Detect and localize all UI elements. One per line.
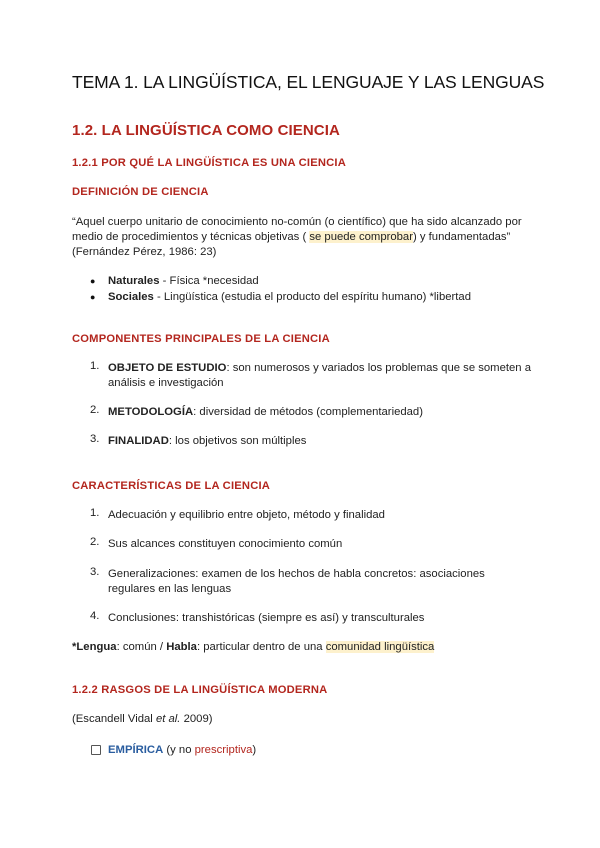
component-item-objeto: OBJETO DE ESTUDIO: son numerosos y variados los problemas que se someten a <box>108 362 531 374</box>
list-number: 3. <box>90 433 100 445</box>
characteristics-heading: CARACTERÍSTICAS DE LA CIENCIA <box>72 480 271 492</box>
trait-item-empirica: EMPÍRICA (y no prescriptiva) <box>108 744 257 756</box>
component-item-finalidad: FINALIDAD: los objetivos son múltiples <box>108 435 307 447</box>
characteristic-item-3-cont: regulares en las lenguas <box>108 583 232 595</box>
component-item-metodologia: METODOLOGÍA: diversidad de métodos (complementariedad) <box>108 406 423 418</box>
highlight-comprobar: se puede comprobar <box>309 231 413 243</box>
subsection-heading-2: 1.2.2 RASGOS DE LA LINGÜÍSTICA MODERNA <box>72 684 328 696</box>
escandell-citation: (Escandell Vidal et al. 2009) <box>72 713 213 725</box>
components-heading: COMPONENTES PRINCIPALES DE LA CIENCIA <box>72 333 330 345</box>
bullet-item-naturales: Naturales - Física *necesidad <box>108 275 259 287</box>
highlight-comunidad: comunidad lingüística <box>325 641 435 653</box>
characteristic-item-2: Sus alcances constituyen conocimiento común <box>108 538 343 550</box>
list-number: 2. <box>90 536 100 548</box>
characteristic-item-3: Generalizaciones: examen de los hechos de habla concretos: asociaciones <box>108 568 485 580</box>
list-number: 2. <box>90 404 100 416</box>
page-title: TEMA 1. LA LINGÜÍSTICA, EL LENGUAJE Y LAS LENGUAS <box>72 72 545 92</box>
bullet-item-sociales: Sociales - Lingüística (estudia el producto del espíritu humano) *libertad <box>108 291 471 303</box>
list-number: 3. <box>90 566 100 578</box>
bullet-icon: ● <box>90 292 96 302</box>
characteristic-item-1: Adecuación y equilibrio entre objeto, método y finalidad <box>108 509 385 521</box>
definition-citation: (Fernández Pérez, 1986: 23) <box>72 246 217 258</box>
list-number: 1. <box>90 507 100 519</box>
subsection-heading-1: 1.2.1 POR QUÉ LA LINGÜÍSTICA ES UNA CIENCIA <box>72 157 347 169</box>
list-number: 1. <box>90 360 100 372</box>
lengua-habla-note: *Lengua: común / Habla: particular dentro de una comunidad lingüística <box>72 641 435 653</box>
definition-quote-line-1: “Aquel cuerpo unitario de conocimiento no-común (o científico) que ha sido alcanzado por <box>72 216 522 228</box>
checkbox-empirica[interactable] <box>91 745 101 755</box>
component-item-objeto-cont: análisis e investigación <box>108 377 224 389</box>
definition-heading: DEFINICIÓN DE CIENCIA <box>72 186 209 198</box>
characteristic-item-4: Conclusiones: transhistóricas (siempre es así) y transculturales <box>108 612 425 624</box>
definition-quote-line-2: medio de procedimientos y técnicas objetivas ( se puede comprobar) y fundamentadas” <box>72 231 511 243</box>
bullet-icon: ● <box>90 276 96 286</box>
list-number: 4. <box>90 610 100 622</box>
section-heading: 1.2. LA LINGÜÍSTICA COMO CIENCIA <box>72 122 340 139</box>
